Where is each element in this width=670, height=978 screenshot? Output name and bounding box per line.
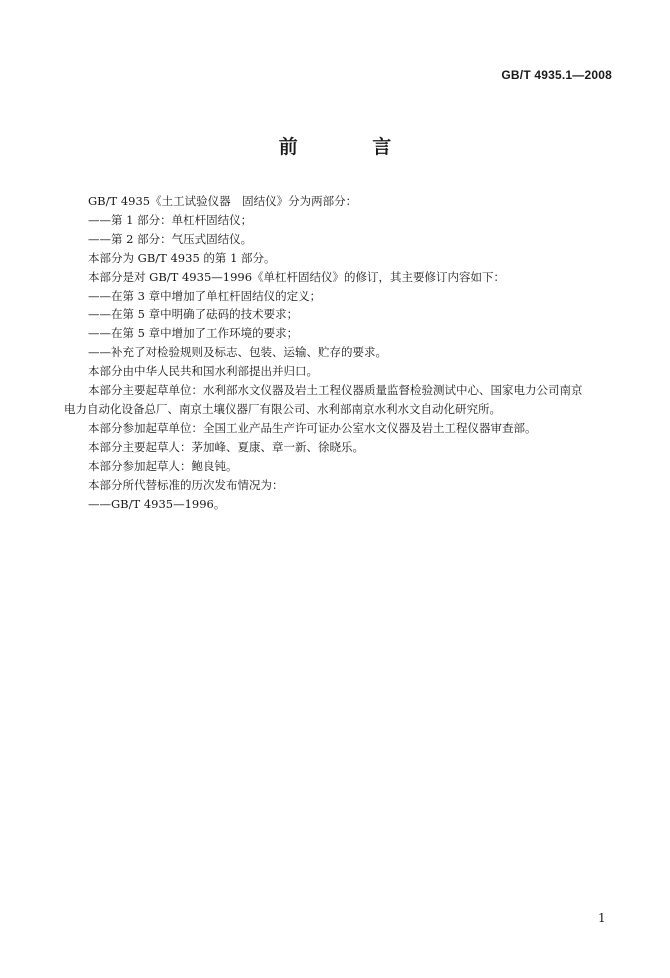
paragraph: 本部分由中华人民共和国水利部提出并归口。 <box>88 364 318 379</box>
paragraph: 本部分是对 GB/T 4935—1996《单杠杆固结仪》的修订，其主要修订内容如下： <box>88 269 506 284</box>
list-item: ——在第 3 章中增加了单杠杆固结仪的定义； <box>88 288 322 303</box>
paragraph: 本部分参加起草人：鲍良钝。 <box>88 458 238 473</box>
list-item: ——第 2 部分：气压式固结仪。 <box>88 231 253 246</box>
document-body <box>64 192 624 513</box>
paragraph: 本部分所代替标准的历次发布情况为： <box>88 477 284 492</box>
page-number: 1 <box>598 911 606 925</box>
page-title: 前 言 <box>278 136 426 158</box>
paragraph: 本部分主要起草人：茅加峰、夏康、章一新、徐晓乐。 <box>88 439 364 454</box>
list-item: ——GB/T 4935—1996。 <box>88 496 226 511</box>
list-item: ——在第 5 章中增加了工作环境的要求； <box>88 326 299 341</box>
standard-code-header: GB/T 4935.1—2008 <box>501 68 612 82</box>
paragraph: 本部分主要起草单位：水利部水文仪器及岩土工程仪器质量监督检验测试中心、国家电力公司南京 <box>88 383 583 398</box>
paragraph: GB/T 4935《土工试验仪器 固结仪》分为两部分： <box>88 194 358 208</box>
paragraph-continuation: 电力自动化设备总厂、南京土壤仪器厂有限公司、水利部南京水利水文自动化研究所。 <box>64 401 501 416</box>
list-item: ——第 1 部分：单杠杆固结仪； <box>88 212 253 227</box>
list-item: ——在第 5 章中明确了砝码的技术要求； <box>88 307 299 322</box>
paragraph: 本部分为 GB/T 4935 的第 1 部分。 <box>88 250 276 265</box>
paragraph: 本部分参加起草单位：全国工业产品生产许可证办公室水文仪器及岩土工程仪器审查部。 <box>88 420 537 435</box>
list-item: ——补充了对检验规则及标志、包装、运输、贮存的要求。 <box>88 345 387 360</box>
